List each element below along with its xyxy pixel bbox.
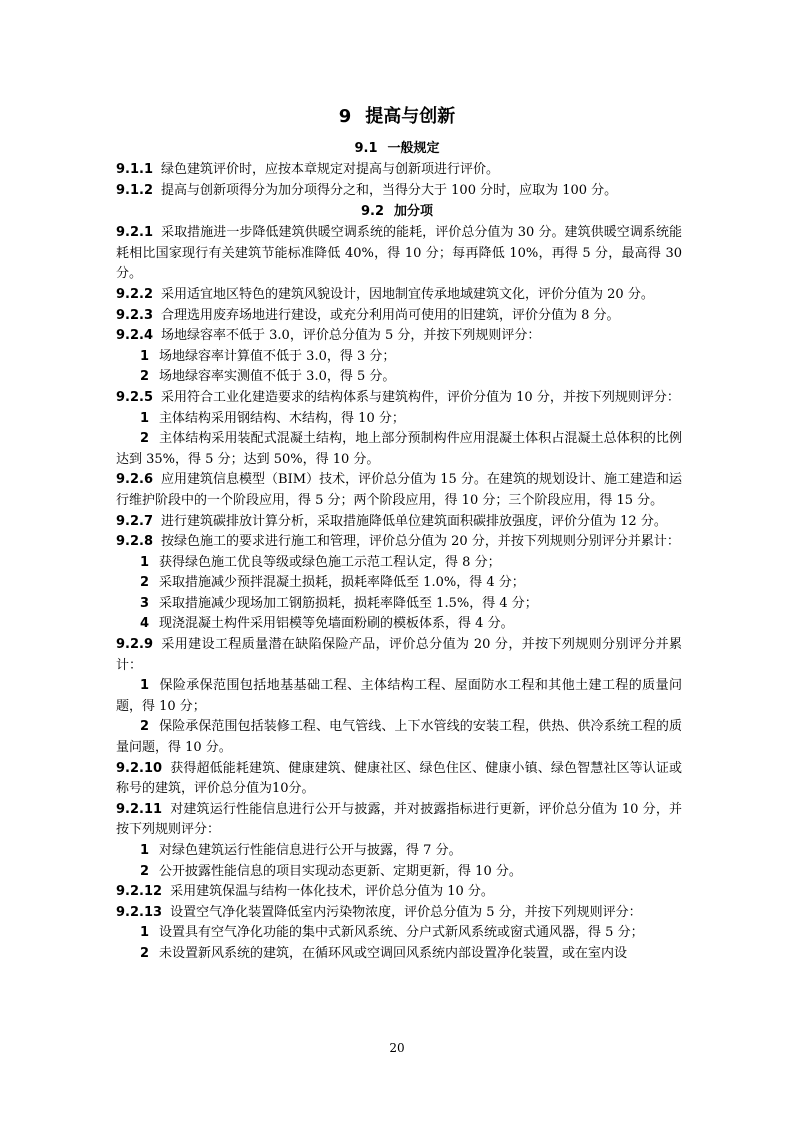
clause-9-2-7: [116, 512, 682, 533]
list-item: [116, 347, 682, 368]
clause-number: 9.2.2: [116, 286, 154, 302]
clause-number: 9.1.1: [116, 162, 154, 177]
clause-text: 采用建设工程质量潜在缺陷保险产品，评价总分值为 20 分，并按下列规则分别评分并累计：: [116, 637, 682, 673]
list-item: [116, 573, 682, 594]
clause-text: 应用建筑信息模型（BIM）技术，评价总分值为 15 分。在建筑的规划设计、施工建造和运行维护阶段中的一个阶段应用，得 5 分；两个阶段应用，得 10 分；三个阶段应用，得 15 分。: [116, 472, 682, 508]
section-number: 9.2: [360, 204, 384, 220]
list-item-text: 保险承保范围包括地基基础工程、主体结构工程、屋面防水工程和其他土建工程的质量问题，得 10 分；: [116, 678, 682, 714]
clause-number: 9.2.8: [116, 534, 154, 550]
document-body: [116, 138, 682, 965]
list-item: [116, 676, 682, 717]
clause-text: 绿色建筑评价时，应按本章规定对提高与创新项进行评价。: [161, 162, 500, 177]
clause-number: 9.2.9: [116, 637, 154, 653]
clause-9-2-13: [116, 903, 682, 924]
section-title: 加分项: [394, 204, 434, 220]
clause-9-2-10: [116, 759, 682, 800]
list-item: [116, 409, 682, 430]
clause-9-2-11: [116, 800, 682, 841]
list-item: [116, 923, 682, 944]
clause-9-2-6: [116, 470, 682, 511]
chapter-number: 9: [338, 106, 352, 127]
clause-number: 9.2.7: [116, 513, 154, 529]
list-item: [116, 614, 682, 635]
clause-9-2-2: [116, 285, 682, 306]
list-item-number: 1: [140, 925, 150, 941]
list-item: [116, 429, 682, 470]
list-item-number: 2: [140, 431, 150, 447]
clause-text: 进行建筑碳排放计算分析，采取措施降低单位建筑面积碳排放强度，评价分值为 12 分。: [161, 513, 667, 529]
clause-9-2-5: [116, 388, 682, 409]
section-heading: [0, 201, 794, 223]
list-item-number: 1: [140, 348, 150, 364]
list-item-number: 2: [140, 945, 150, 961]
list-item-text: 公开披露性能信息的项目实现动态更新、定期更新，得 10 分。: [159, 863, 522, 879]
clause-9-2-9: [116, 635, 682, 676]
clause-text: 场地绿容率不低于 3.0，评价总分值为 5 分，并按下列规则评分：: [161, 328, 541, 344]
clause-9-1-2: [116, 181, 682, 202]
list-item-text: 设置具有空气净化功能的集中式新风系统、分户式新风系统或窗式通风器，得 5 分；: [159, 925, 644, 941]
clause-text: 获得超低能耗建筑、健康建筑、健康社区、绿色住区、健康小镇、绿色智慧社区等认证或称号的建筑，评价总分值为10分。: [116, 760, 682, 797]
list-item: [116, 862, 682, 883]
list-item-number: 1: [140, 843, 150, 858]
clause-number: 9.2.4: [116, 328, 154, 344]
list-item-number: 1: [140, 554, 150, 570]
clause-number: 9.2.12: [116, 884, 163, 900]
list-item-number: 2: [140, 863, 150, 879]
list-item-text: 保险承保范围包括装修工程、电气管线、上下水管线的安装工程，供热、供冷系统工程的质量问题，得 10 分。: [116, 719, 682, 756]
clause-text: 提高与创新项得分为加分项得分之和，当得分大于 100 分时，应取为 100 分。: [161, 182, 618, 198]
clause-number: 9.2.3: [116, 307, 154, 323]
list-item-number: 2: [140, 719, 150, 735]
clause-number: 9.2.11: [116, 801, 163, 817]
list-item: [116, 944, 682, 965]
list-item: [116, 553, 682, 574]
clause-9-2-12: [116, 882, 682, 903]
clause-text: 采用建筑保温与结构一体化技术，评价总分值为 10 分。: [170, 884, 494, 900]
list-item-text: 采取措施减少预拌混凝土损耗，损耗率降低至 1.0%，得 4 分；: [159, 575, 525, 591]
list-item-number: 3: [140, 595, 150, 611]
list-item: [116, 717, 682, 758]
list-item-text: 获得绿色施工优良等级或绿色施工示范工程认定，得 8 分；: [159, 554, 501, 570]
list-item-text: 主体结构采用装配式混凝土结构，地上部分预制构件应用混凝土体积占混凝土总体积的比例达到 35%，得 5 分；达到 50%，得 10 分。: [116, 431, 682, 467]
clause-text: 采用适宜地区特色的建筑风貌设计，因地制宜传承地域建筑文化，评价分值为 20 分。: [161, 286, 654, 302]
list-item-text: 未设置新风系统的建筑，在循环风或空调回风系统内部设置净化装置，或在室内设: [159, 945, 628, 961]
clause-text: 按绿色施工的要求进行施工和管理，评价总分值为 20 分，并按下列规则分别评分并累计：: [161, 534, 680, 550]
clause-text: 合理选用废弃场地进行建设，或充分利用尚可使用的旧建筑，评价分值为 8 分。: [161, 307, 620, 323]
clause-9-1-1: [116, 160, 682, 181]
list-item-number: 2: [140, 575, 150, 591]
page-number: 20: [389, 1041, 405, 1055]
list-item-text: 对绿色建筑运行性能信息进行公开与披露，得 7 分。: [159, 843, 462, 858]
list-item-text: 场地绿容率计算值不低于 3.0，得 3 分；: [159, 348, 396, 364]
list-item: [116, 594, 682, 615]
list-item-number: 4: [140, 616, 150, 632]
list-item-text: 主体结构采用钢结构、木结构，得 10 分；: [159, 410, 405, 426]
clause-9-2-3: [116, 306, 682, 327]
section-title: 一般规定: [387, 141, 440, 156]
section-heading: [0, 138, 794, 160]
list-item-number: 1: [140, 410, 150, 426]
clause-9-2-8: [116, 532, 682, 553]
clause-text: 采用符合工业化建造要求的结构体系与建筑构件，评价分值为 10 分，并按下列规则评分：: [161, 389, 680, 405]
clause-number: 9.2.1: [116, 225, 154, 241]
clause-number: 9.2.13: [116, 904, 163, 920]
chapter-title: [0, 104, 794, 130]
chapter-title-text: 提高与创新: [365, 106, 456, 127]
clause-9-2-1: [116, 223, 682, 285]
clause-number: 9.1.2: [116, 182, 154, 198]
list-item-text: 现浇混凝土构件采用铝模等免墙面粉刷的模板体系，得 4 分。: [159, 616, 514, 632]
section-number: 9.1: [354, 141, 378, 156]
list-item-number: 1: [140, 678, 150, 694]
list-item: [116, 367, 682, 388]
list-item-text: 采取措施减少现场加工钢筋损耗，损耗率降低至 1.5%，得 4 分；: [159, 595, 538, 611]
list-item-number: 2: [140, 369, 150, 385]
clause-number: 9.2.10: [116, 760, 163, 776]
clause-number: 9.2.6: [116, 472, 154, 488]
list-item-text: 场地绿容率实测值不低于 3.0，得 5 分。: [159, 369, 396, 385]
clause-text: 对建筑运行性能信息进行公开与披露，并对披露指标进行更新，评价总分值为 10 分，并按下列规则评分：: [116, 801, 682, 838]
clause-text: 采取措施进一步降低建筑供暖空调系统的能耗，评价总分值为 30 分。建筑供暖空调系统能耗相比国家现行有关建筑节能标准降低 40%，得 10 分；每再降低 10%，再得 5 分，最高得 30 分。: [116, 225, 682, 282]
clause-9-2-4: [116, 326, 682, 347]
clause-text: 设置空气净化装置降低室内污染物浓度，评价总分值为 5 分，并按下列规则评分：: [170, 904, 642, 920]
clause-number: 9.2.5: [116, 389, 154, 405]
list-item: [116, 841, 682, 862]
